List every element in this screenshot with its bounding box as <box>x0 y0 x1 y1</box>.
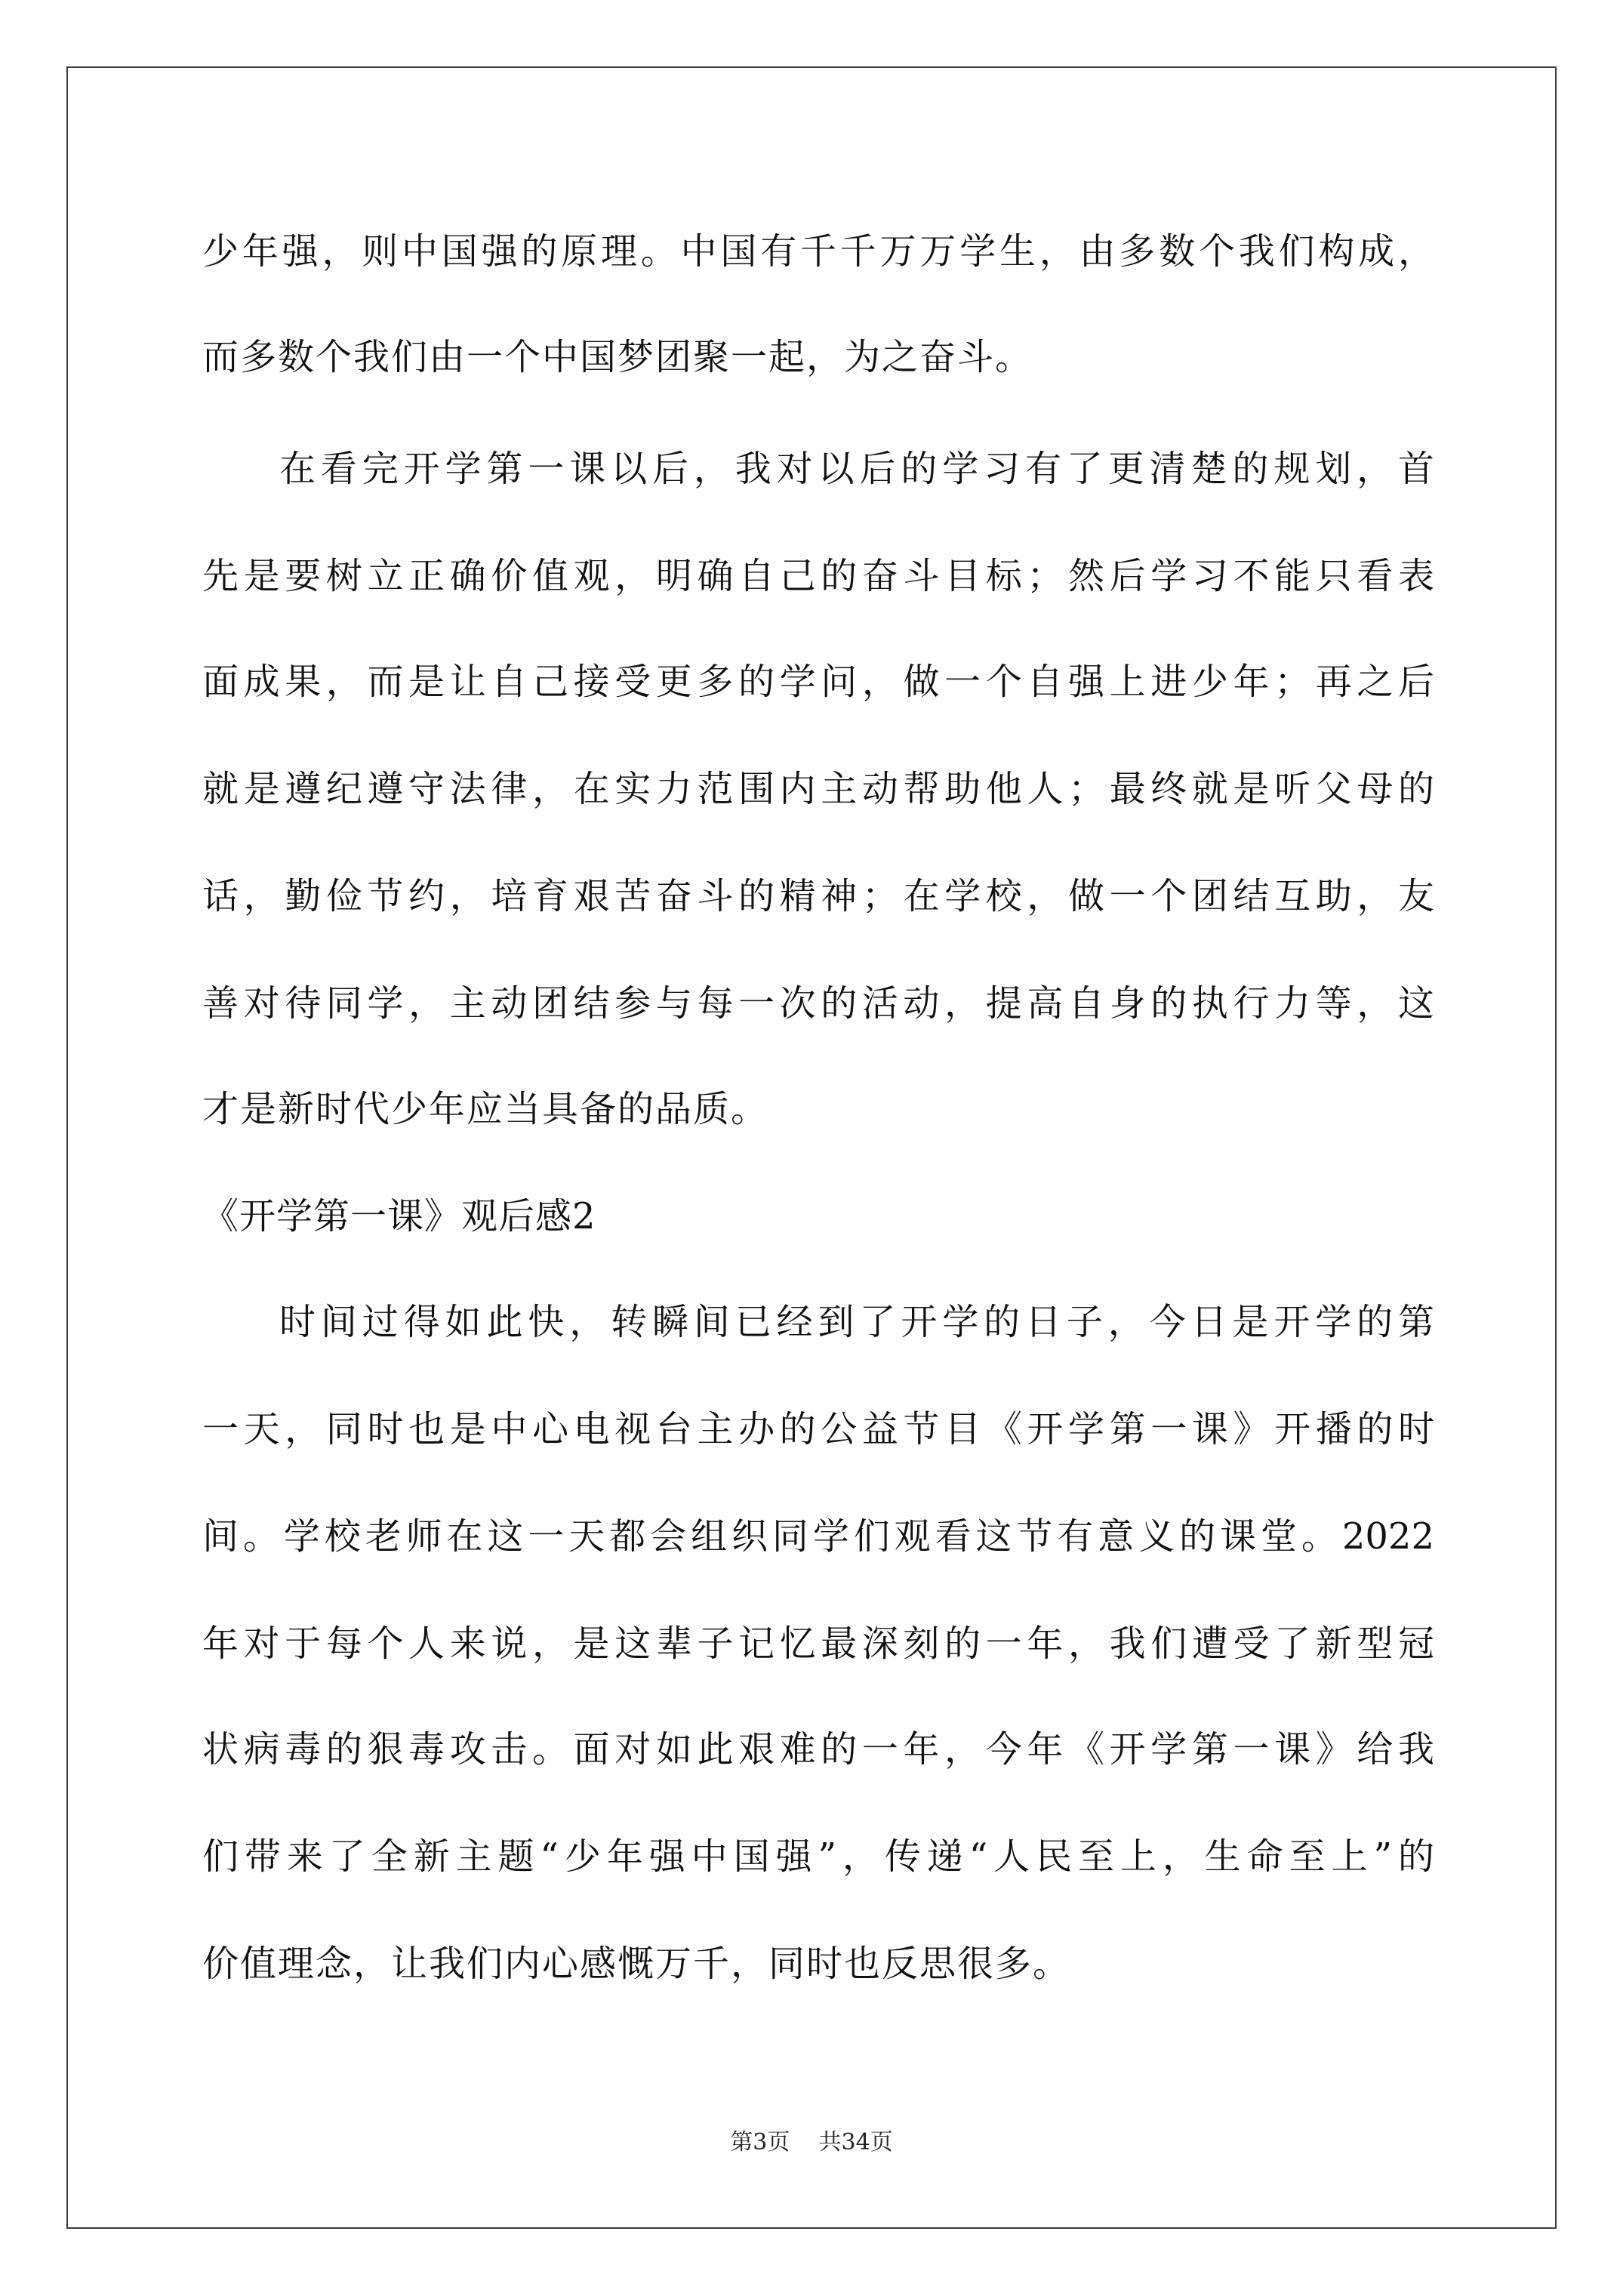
page-border <box>66 66 1557 2229</box>
paragraph-1-line-1: 少年强，则中国强的原理。中国有千千万万学生，由多数个我们构成， <box>202 230 1434 273</box>
page-footer <box>0 2131 1623 2154</box>
paragraph-2-line-5: 话，勤俭节约，培育艰苦奋斗的精神；在学校，做一个团结互助，友 <box>202 875 1434 917</box>
paragraph-2-line-3: 面成果，而是让自己接受更多的学问，做一个自强上进少年；再之后 <box>202 661 1434 703</box>
page-number: 第3页 <box>730 2129 790 2156</box>
paragraph-1-line-2: 而多数个我们由一个中国梦团聚一起，为之奋斗。 <box>202 336 1033 378</box>
section-heading: 《开学第一课》观后感2 <box>202 1195 596 1237</box>
paragraph-2-line-7: 才是新时代少年应当具备的品质。 <box>202 1088 769 1130</box>
paragraph-2-line-4: 就是遵纪遵守法律，在实力范围内主动帮助他人；最终就是听父母的 <box>202 768 1434 810</box>
paragraph-3-line-4: 年对于每个人来说，是这辈子记忆最深刻的一年，我们遭受了新型冠 <box>202 1623 1434 1665</box>
paragraph-3-line-6: 们带来了全新主题“少年强中国强”，传递“人民至上，生命至上”的 <box>202 1835 1434 1878</box>
paragraph-3-line-2: 一天，同时也是中心电视台主办的公益节目《开学第一课》开播的时 <box>202 1408 1434 1450</box>
paragraph-2-line-6: 善对待同学，主动团结参与每一次的活动，提高自身的执行力等，这 <box>202 982 1434 1025</box>
paragraph-3-line-3: 间。学校老师在这一天都会组织同学们观看这节有意义的课堂。2022 <box>202 1515 1434 1558</box>
paragraph-3-line-5: 状病毒的狠毒攻击。面对如此艰难的一年，今年《开学第一课》给我 <box>202 1728 1434 1771</box>
paragraph-3-line-7: 价值理念，让我们内心感慨万千，同时也反思很多。 <box>202 1943 1071 1985</box>
paragraph-3-line-1: 时间过得如此快，转瞬间已经到了开学的日子，今日是开学的第 <box>279 1301 1434 1343</box>
paragraph-2-line-2: 先是要树立正确价值观，明确自己的奋斗目标；然后学习不能只看表 <box>202 555 1434 597</box>
paragraph-2-line-1: 在看完开学第一课以后，我对以后的学习有了更清楚的规划，首 <box>279 448 1434 490</box>
page-total: 共34页 <box>818 2129 893 2156</box>
